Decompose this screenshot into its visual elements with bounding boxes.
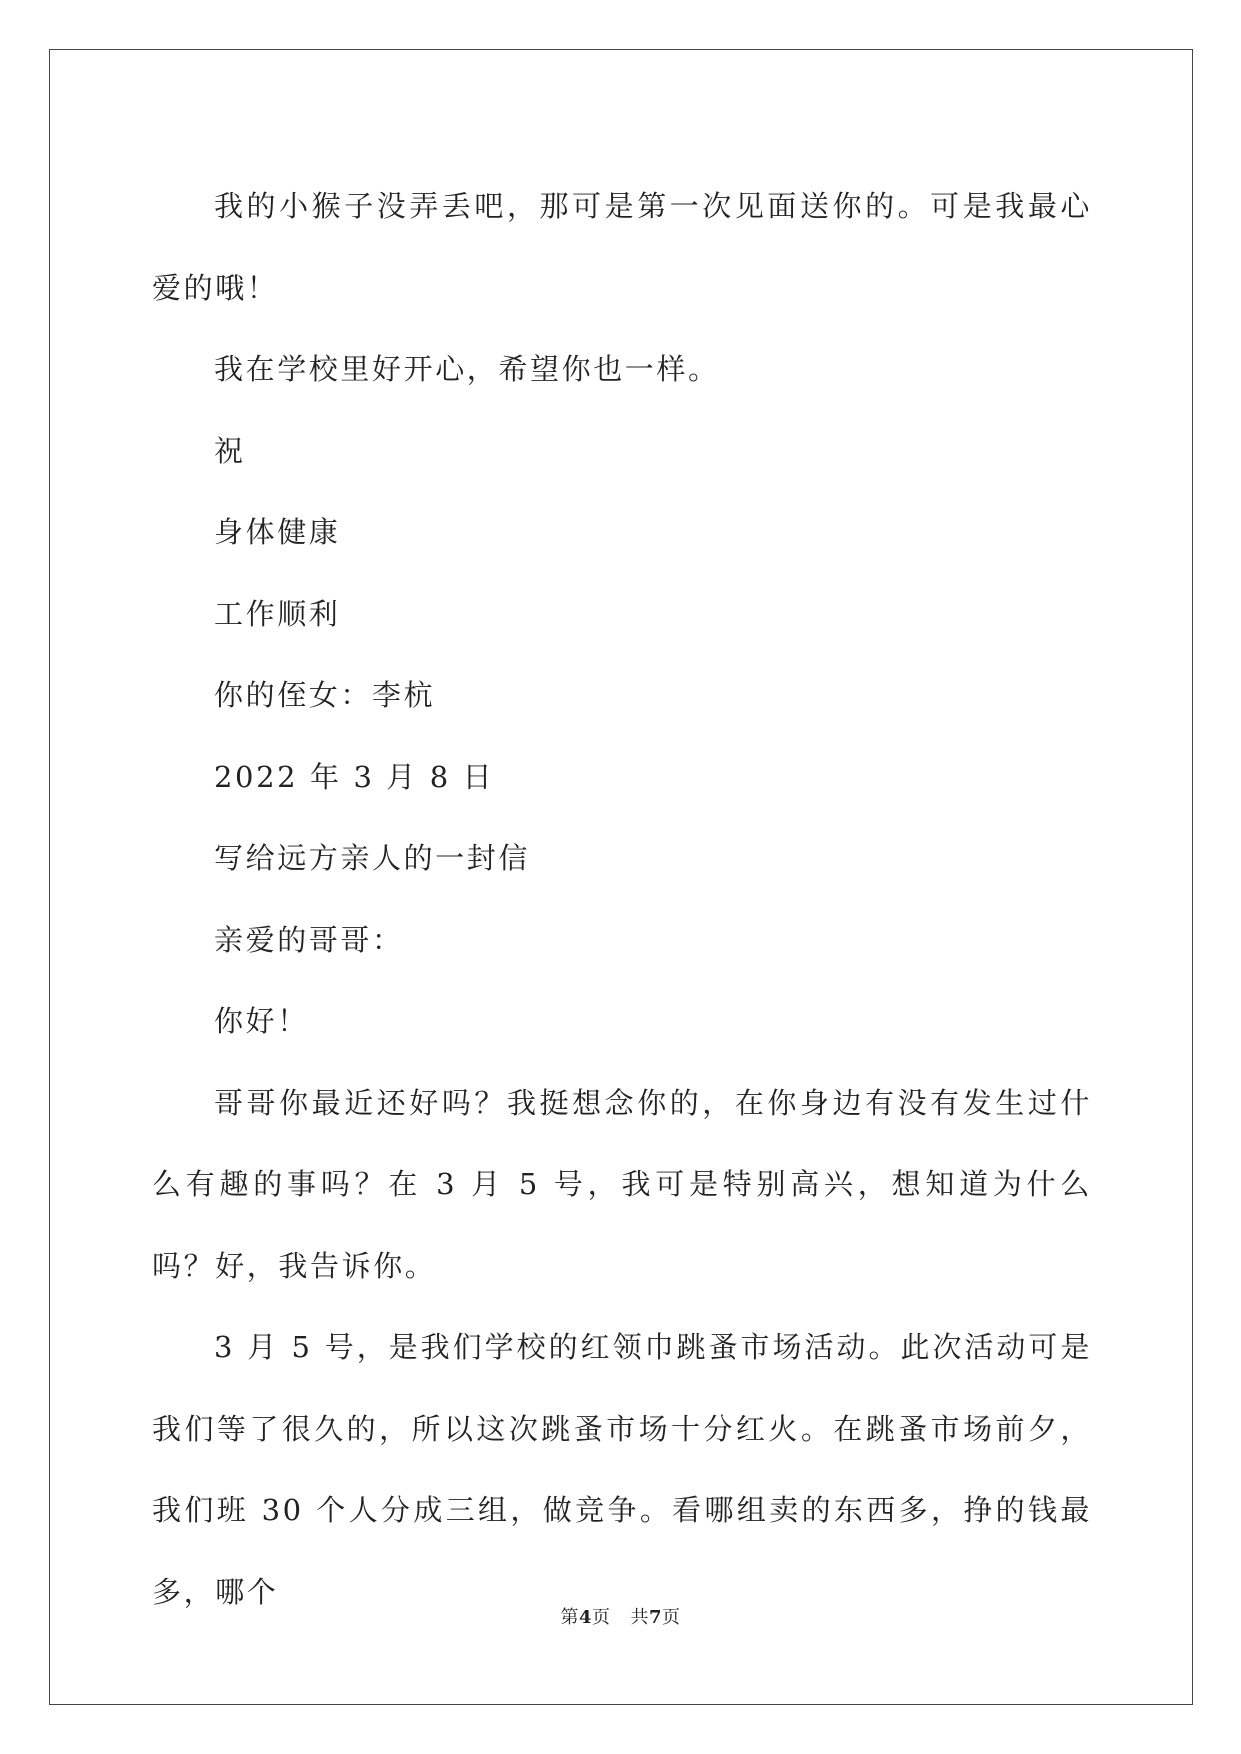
total-prefix: 共 bbox=[630, 1607, 649, 1628]
current-page-number: 4 bbox=[578, 1607, 592, 1628]
paragraph: 2022 年 3 月 8 日 bbox=[214, 759, 495, 794]
paragraph: 3 月 5 号，是我们学校的红领巾跳蚤市场活动。此次活动可是我们等了很久的，所以这次跳蚤市场十分红火。在跳蚤市场前夕，我们班 30 个人分成三组，做竞争。看哪组卖的东西多，挣的钱最多，哪个 bbox=[152, 1330, 1092, 1609]
paragraph: 亲爱的哥哥： bbox=[214, 922, 404, 957]
paragraph: 祝 bbox=[214, 433, 246, 468]
paragraph: 哥哥你最近还好吗？我挺想念你的，在你身边有没有发生过什么有趣的事吗？在 3 月 5 号，我可是特别高兴，想知道为什么吗？好，我告诉你。 bbox=[152, 1085, 1092, 1283]
page-suffix: 页 bbox=[592, 1607, 611, 1628]
paragraph: 我在学校里好开心，希望你也一样。 bbox=[214, 352, 720, 386]
paragraph: 你好！ bbox=[214, 1004, 309, 1038]
total-page-count: 7 bbox=[649, 1607, 663, 1628]
document-body bbox=[152, 166, 1092, 1633]
total-suffix: 页 bbox=[662, 1607, 681, 1628]
page-prefix: 第 bbox=[560, 1607, 579, 1628]
page-footer bbox=[0, 1603, 1241, 1629]
paragraph: 身体健康 bbox=[214, 515, 341, 549]
paragraph: 写给远方亲人的一封信 bbox=[214, 841, 531, 875]
paragraph: 工作顺利 bbox=[214, 596, 341, 631]
paragraph: 你的侄女：李杭 bbox=[214, 678, 436, 712]
paragraph: 我的小猴子没弄丢吧，那可是第一次见面送你的。可是我最心爱的哦！ bbox=[152, 189, 1092, 305]
